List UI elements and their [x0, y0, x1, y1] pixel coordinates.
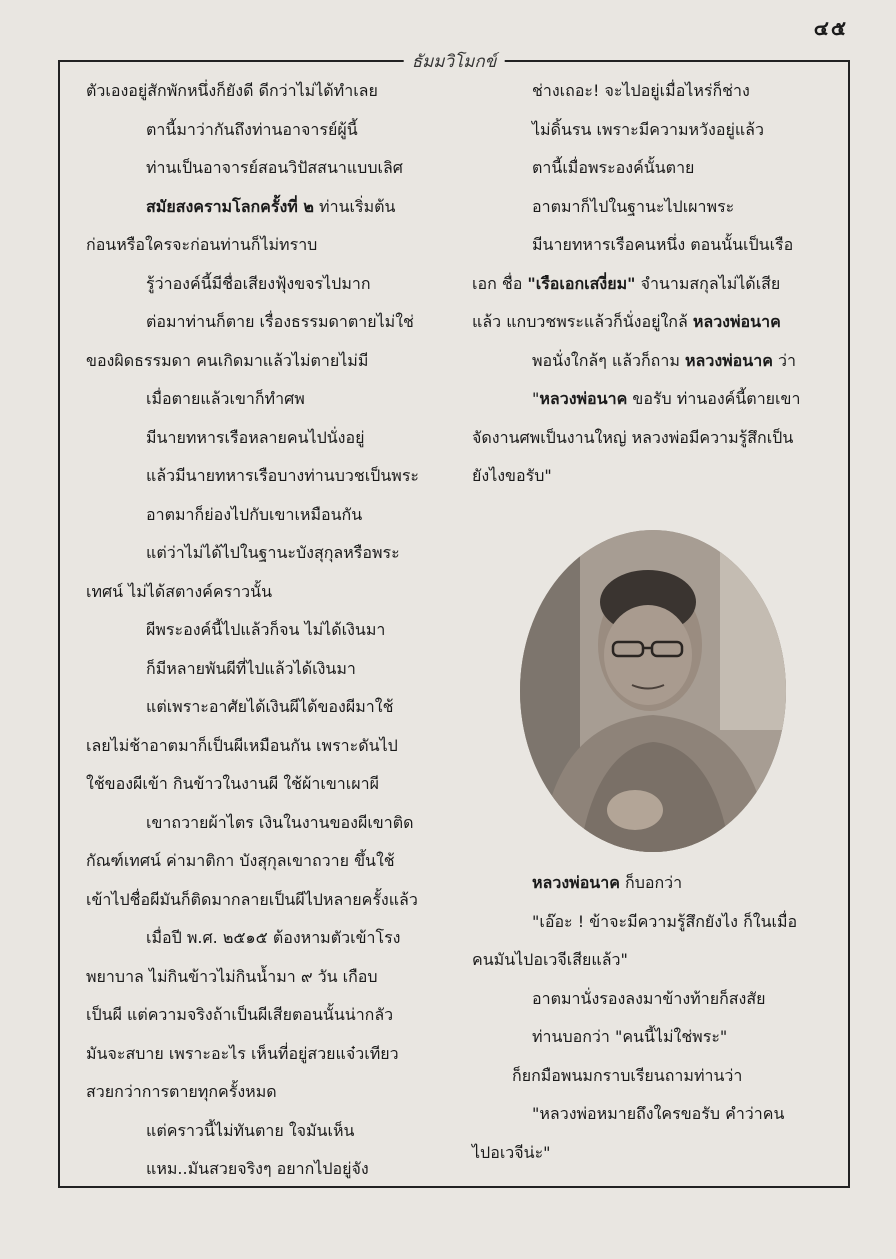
- line-text: ว่า: [772, 350, 796, 370]
- text-line: [472, 380, 842, 419]
- text-line: [472, 188, 842, 227]
- text-line: [472, 864, 797, 903]
- text-line: [472, 1018, 797, 1057]
- line-text: อาตมาก็ย่องไปกับเขาเหมือนกัน: [146, 504, 363, 524]
- line-text: ตานี้มาว่ากันถึงท่านอาจารย์ผู้นี้: [146, 119, 358, 139]
- text-line: [86, 842, 456, 881]
- line-text: เป็นผี แต่ความจริงถ้าเป็นผีเสียตอนนั้นน่ากลัว: [86, 1005, 394, 1024]
- text-line: [472, 419, 842, 458]
- page-frame: [58, 52, 850, 1188]
- text-line: [472, 111, 842, 150]
- line-text: สวยกว่าการตายทุกครั้งหมด: [86, 1082, 277, 1101]
- line-text: ตัวเองอยู่สักพักหนึ่งก็ยังดี ดีกว่าไม่ได้ทำเลย: [86, 81, 378, 100]
- text-line: [86, 149, 456, 188]
- line-text: ก่อนหรือใครจะก่อนท่านก็ไม่ทราบ: [86, 235, 318, 254]
- line-text: ไม่ดิ้นรน เพราะมีความหวังอยู่แล้ว: [532, 119, 764, 139]
- text-line: [86, 303, 456, 342]
- line-text: เมื่อตายแล้วเขาก็ทำศพ: [146, 389, 305, 408]
- bold-text: สมัยสงครามโลกครั้งที่ ๒: [146, 196, 314, 216]
- text-line: [472, 342, 842, 381]
- line-text: ก็บอกว่า: [619, 873, 683, 892]
- text-line: [472, 226, 842, 265]
- text-line: [86, 419, 456, 458]
- line-text: แต่ว่าไม่ได้ไปในฐานะบังสุกุลหรือพระ: [146, 543, 400, 562]
- bold-text: หลวงพ่อนาค: [684, 350, 773, 370]
- right-column: [472, 72, 842, 496]
- bold-text: หลวงพ่อนาค: [692, 312, 781, 331]
- line-text: เอก ชื่อ: [472, 273, 528, 293]
- line-text: อาตมาก็ไปในฐานะไปเผาพระ: [532, 196, 735, 216]
- line-text: แหม..มันสวยจริงๆ อยากไปอยู่จัง: [146, 1159, 369, 1178]
- text-line: [86, 919, 456, 958]
- running-header: ธัมมวิโมกข์: [404, 48, 505, 75]
- text-line: [472, 72, 842, 111]
- line-text: อาตมานั่งรองลงมาข้างท้ายก็สงสัย: [532, 988, 766, 1008]
- text-line: [86, 688, 456, 727]
- text-line: [86, 996, 456, 1035]
- line-text: ท่านเป็นอาจารย์สอนวิปัสสนาแบบเลิศ: [146, 158, 403, 177]
- text-line: [472, 303, 842, 342]
- text-line: [472, 149, 842, 188]
- line-text: ใช้ของผีเข้า กินข้าวในงานผี ใช้ผ้าเขาเผาผี: [86, 774, 379, 793]
- text-line: [86, 342, 456, 381]
- text-line: [86, 650, 456, 689]
- line-text: ขอรับ ท่านองค์นี้ตายเขา: [627, 389, 801, 408]
- text-line: [472, 1057, 797, 1096]
- line-text: จัดงานศพเป็นงานใหญ่ หลวงพ่อมีความรู้สึกเป็น: [472, 427, 794, 447]
- line-text: ยังไงขอรับ": [472, 466, 552, 485]
- monk-portrait-illustration: [520, 530, 786, 852]
- line-text: คนมันไปอเวจีเสียแล้ว": [472, 950, 628, 969]
- right-bottom-text: [472, 864, 797, 1172]
- line-text: ผีพระองค์นี้ไปแล้วก็จน ไม่ได้เงินมา: [146, 620, 386, 639]
- line-text: ก็มีหลายพันผีที่ไปแล้วได้เงินมา: [146, 658, 356, 678]
- text-line: [86, 573, 456, 612]
- portrait-photo-frame: [520, 530, 786, 852]
- line-text: แต่เพราะอาศัยได้เงินผีได้ของผีมาใช้: [146, 697, 394, 716]
- text-line: [86, 1112, 456, 1151]
- text-line: [86, 881, 456, 920]
- line-text: "เอ๊อะ ! ข้าจะมีความรู้สึกยังไง ก็ในเมื่อ: [532, 911, 798, 931]
- line-text: "หลวงพ่อหมายถึงใครขอรับ คำว่าคน: [532, 1104, 785, 1123]
- text-line: [86, 765, 456, 804]
- line-text: เลยไม่ช้าอาตมาก็เป็นผีเหมือนกัน เพราะดันไป: [86, 735, 398, 755]
- text-line: [86, 496, 456, 535]
- line-text: ช่างเถอะ! จะไปอยู่เมื่อไหร่ก็ช่าง: [532, 81, 750, 100]
- text-line: [472, 1134, 797, 1173]
- line-text: แต่คราวนี้ไม่ทันตาย ใจมันเห็น: [146, 1120, 355, 1140]
- line-text: ": [532, 389, 540, 408]
- text-line: [86, 226, 456, 265]
- line-text: ไปอเวจีน่ะ": [472, 1142, 551, 1162]
- text-line: [86, 534, 456, 573]
- text-line: [472, 941, 797, 980]
- line-text: เข้าไปชื่อผีมันก็ติดมากลายเป็นผีไปหลายครั้งแล้ว: [86, 889, 418, 909]
- left-column: [86, 72, 456, 1189]
- text-line: [86, 1035, 456, 1074]
- line-text: เมื่อปี พ.ศ. ๒๕๑๕ ต้องหามตัวเข้าโรง: [146, 928, 401, 947]
- line-text: มันจะสบาย เพราะอะไร เห็นที่อยู่สวยแจ๋วเทียว: [86, 1043, 399, 1063]
- text-line: [86, 265, 456, 304]
- line-text: แล้ว แกบวชพระแล้วก็นั่งอยู่ใกล้: [472, 312, 693, 331]
- bold-text: หลวงพ่อนาค: [532, 873, 620, 892]
- text-line: [86, 72, 456, 111]
- line-text: จำนามสกุลไม่ได้เสีย: [635, 273, 781, 293]
- line-text: ของผิดธรรมดา คนเกิดมาแล้วไม่ตายไม่มี: [86, 350, 369, 370]
- text-line: [86, 111, 456, 150]
- line-text: ก็ยกมือพนมกราบเรียนถามท่านว่า: [512, 1065, 743, 1085]
- text-line: [472, 457, 842, 496]
- line-text: แล้วมีนายทหารเรือบางท่านบวชเป็นพระ: [146, 466, 420, 485]
- text-line: [86, 611, 456, 650]
- line-text: เขาถวายผ้าไตร เงินในงานของผีเขาติด: [146, 812, 414, 832]
- line-text: เทศน์ ไม่ได้สตางค์คราวนั้น: [86, 581, 273, 601]
- text-line: [86, 188, 456, 227]
- bold-text: "เรือเอกเสงี่ยม": [527, 273, 636, 293]
- line-text: พอนั่งใกล้ๆ แล้วก็ถาม: [532, 350, 685, 370]
- line-text: รู้ว่าองค์นี้มีชื่อเสียงฟุ้งขจรไปมาก: [146, 273, 371, 293]
- line-text: มีนายทหารเรือหลายคนไปนั่งอยู่: [146, 427, 365, 447]
- page-number: ๔๕: [813, 16, 848, 40]
- text-line: [472, 1095, 797, 1134]
- text-line: [86, 727, 456, 766]
- line-text: มีนายทหารเรือคนหนึ่ง ตอนนั้นเป็นเรือ: [532, 235, 794, 254]
- line-text: ท่านบอกว่า "คนนี้ไม่ใช่พระ": [532, 1027, 728, 1046]
- line-text: พยาบาล ไม่กินข้าวไม่กินน้ำมา ๙ วัน เกือบ: [86, 966, 378, 986]
- text-line: [86, 804, 456, 843]
- text-line: [86, 1073, 456, 1112]
- text-line: [472, 980, 797, 1019]
- line-text: ท่านเริ่มต้น: [313, 196, 396, 216]
- line-text: กัณฑ์เทศน์ ค่ามาติกา บังสุกุลเขาถวาย ขึ้นใช้: [86, 851, 395, 870]
- text-line: [86, 457, 456, 496]
- text-line: [86, 380, 456, 419]
- line-text: ตานี้เมื่อพระองค์นั้นตาย: [532, 158, 695, 177]
- text-line: [86, 1150, 456, 1189]
- text-line: [472, 903, 797, 942]
- text-line: [472, 265, 842, 304]
- portrait-photo: [520, 530, 786, 852]
- line-text: ต่อมาท่านก็ตาย เรื่องธรรมดาตายไม่ใช่: [146, 312, 414, 331]
- bold-text: หลวงพ่อนาค: [539, 389, 628, 408]
- text-line: [86, 958, 456, 997]
